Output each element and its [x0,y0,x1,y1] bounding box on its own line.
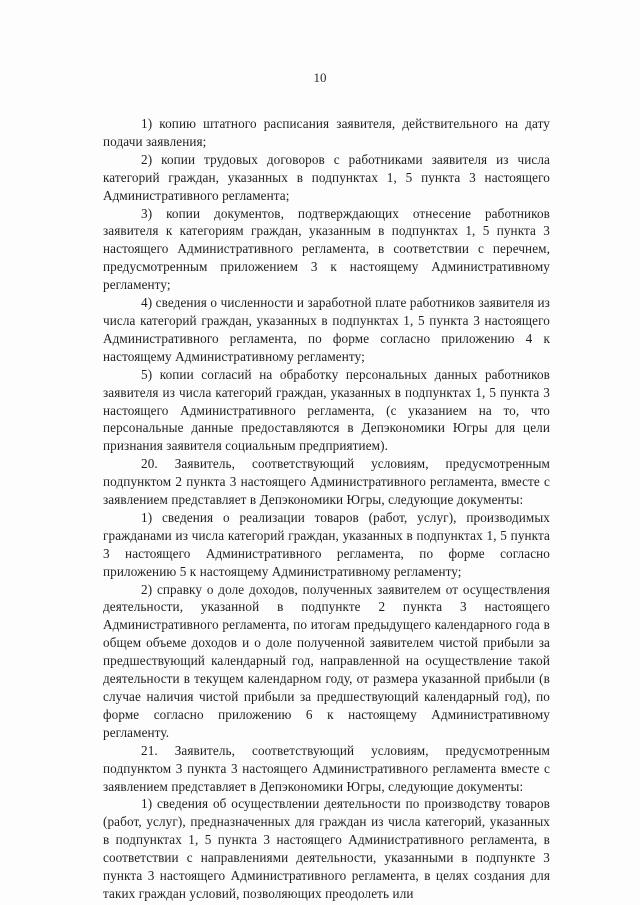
paragraph: 1) копию штатного расписания заявителя, действительного на дату подачи заявления; [103,116,550,149]
paragraph: 20. Заявитель, соответствующий условиям, предусмотренным подпунктом 2 пункта 3 настоящего Административного регламента, вместе с заявлением представляет в Депэкономики Югры, следующие документы: [103,456,550,508]
paragraph: 2) справку о доле доходов, полученных заявителем от осуществления деятельности, указанной в подпункте 2 пункта 3 настоящего Административного регламента, по итогам предыдущего календарного года в общем объеме доходов и о доле полученной заявителем чистой прибыли за предшествующий календарный год, направленной на осуществление такой деятельности в текущем календарном году, от размера указанной прибыли (в случае наличия чистой прибыли за предшествующий календарный год), по форме согласно приложению 6 к настоящему Административному регламенту. [103,581,550,740]
paragraph: 4) сведения о численности и заработной плате работников заявителя из числа категорий граждан, указанных в подпунктах 1, 5 пункта 3 настоящего Административного регламента, по форме согласно приложению 4 к настоящему Административному регламенту; [103,295,550,364]
paragraph: 5) копии согласий на обработку персональных данных работников заявителя из числа категорий граждан, указанных в подпунктах 1, 5 пункта 3 настоящего Административного регламента, (с указанием на то, что персональные данные предоставляются в Депэкономики Югры для цели признания заявителя социальным предприятием). [103,366,550,454]
paragraph: 1) сведения об осуществлении деятельности по производству товаров (работ, услуг), предназначенных для граждан из числа категорий, указанных в подпунктах 1, 5 пункта 3 настоящего Административного регламента, в соответствии с направлениями деятельности, указанными в подпункте 3 пункта 3 настоящего Административного регламента, в целях создания для таких граждан условий, позволяющих преодолеть или [103,796,550,901]
page-number: 10 [313,70,327,85]
paragraph: 3) копии документов, подтверждающих отнесение работников заявителя к категориям граждан, указанным в подпунктах 1, 5 пункта 3 настоящего Административного регламента, в соответствии с перечнем, предусмотренным приложением 3 к настоящему Административному регламенту; [103,205,550,293]
paragraph: 2) копии трудовых договоров с работниками заявителя из числа категорий граждан, указанных в подпунктах 1, 5 пункта 3 настоящего Административного регламента; [103,151,550,203]
document-body [103,115,550,903]
paragraph: 21. Заявитель, соответствующий условиям, предусмотренным подпунктом 3 пункта 3 настоящего Административного регламента вместе с заявлением представляет в Депэкономики Югры, следующие документы: [103,742,550,794]
paragraph: 1) сведения о реализации товаров (работ, услуг), производимых гражданами из числа категорий граждан, указанных в подпунктах 1, 5 пункта 3 настоящего Административного регламента, по форме согласно приложению 5 к настоящему Административному регламенту; [103,509,550,579]
